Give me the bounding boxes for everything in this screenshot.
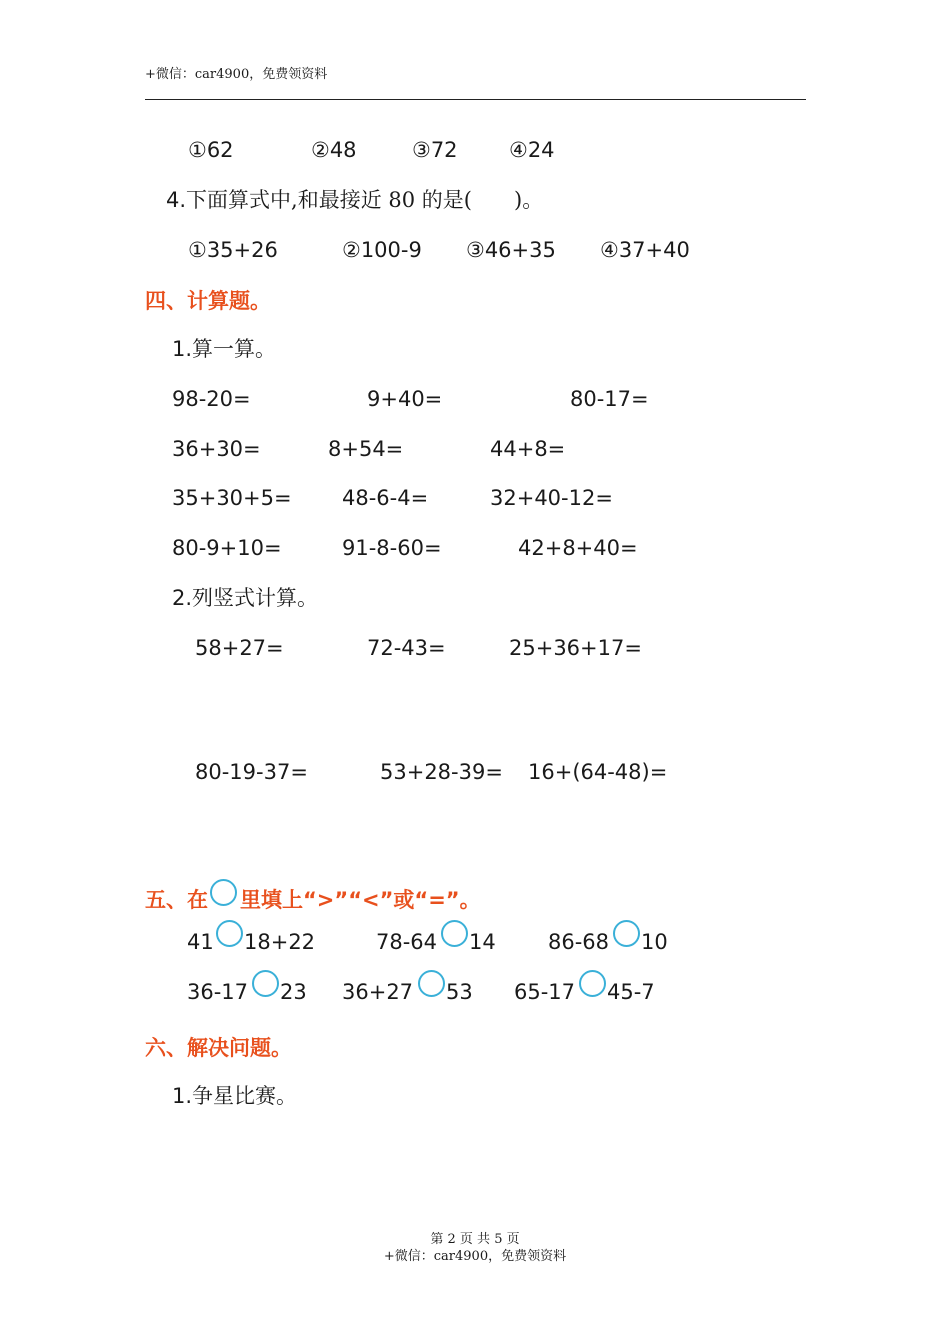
calc-r4-c3: 42+8+40= <box>518 536 638 560</box>
q4-number: 4. <box>166 188 187 212</box>
q3-option-4: ④24 <box>509 138 555 162</box>
compare-r2-c1-right: 23 <box>280 980 307 1004</box>
header-text: +微信：car4900，免费领资料 <box>145 67 328 82</box>
compare-r1-c2-left: 78-64 <box>376 930 438 954</box>
vertical-r1-c2: 72-43= <box>367 636 446 660</box>
section4-sub1 <box>172 336 276 362</box>
section4-sub2 <box>172 585 318 611</box>
section4-title: 四、计算题。 <box>145 289 271 313</box>
q3-option-3: ③72 <box>412 138 458 162</box>
calc-r3-c2: 48-6-4= <box>342 486 429 510</box>
section4-sub2-number: 2. <box>172 586 193 610</box>
calc-r1-c2: 9+40= <box>367 387 443 411</box>
section4-sub1-label: 算一算。 <box>192 337 277 361</box>
compare-r2-c2-left: 36+27 <box>342 980 414 1004</box>
section5-title-b: 里填上“>”“<”或“=”。 <box>240 888 481 912</box>
compare-r1-c1-circle[interactable] <box>216 920 243 947</box>
compare-r2-c2-right: 53 <box>446 980 473 1004</box>
section6-title: 六、解决问题。 <box>145 1036 292 1060</box>
calc-r4-c2: 91-8-60= <box>342 536 442 560</box>
q3-option-1: ①62 <box>188 138 234 162</box>
compare-r2-c3-right: 45-7 <box>607 980 655 1004</box>
vertical-r1-c3: 25+36+17= <box>509 636 642 660</box>
compare-r1-c3-left: 86-68 <box>548 930 610 954</box>
calc-r2-c1: 36+30= <box>172 437 261 461</box>
vertical-r2-c2: 53+28-39= <box>380 760 503 784</box>
section6-sub1-number: 1. <box>172 1084 193 1108</box>
calc-r1-c1: 98-20= <box>172 387 251 411</box>
compare-r2-c1-left: 36-17 <box>187 980 249 1004</box>
section4-sub2-label: 列竖式计算。 <box>192 586 319 610</box>
q4-option-4: ④37+40 <box>600 238 690 262</box>
q3-option-2: ②48 <box>311 138 357 162</box>
header-divider <box>145 99 806 100</box>
section6-sub1-label: 争星比赛。 <box>192 1084 298 1108</box>
calc-r1-c3: 80-17= <box>570 387 649 411</box>
section4-sub1-number: 1. <box>172 337 193 361</box>
section5-title-a: 五、在 <box>145 888 208 912</box>
compare-r2-c2-circle[interactable] <box>418 970 445 997</box>
section6-sub1 <box>172 1083 297 1109</box>
compare-r1-c1-left: 41 <box>187 930 214 954</box>
compare-r1-c2-right: 14 <box>469 930 496 954</box>
vertical-r2-c3: 16+(64-48)= <box>528 760 668 784</box>
compare-r1-c2-circle[interactable] <box>441 920 468 947</box>
calc-r2-c2: 8+54= <box>328 437 404 461</box>
calc-r3-c3: 32+40-12= <box>490 486 613 510</box>
footer-page-number: 第 2 页 共 5 页 <box>430 1232 520 1247</box>
calc-r3-c1: 35+30+5= <box>172 486 292 510</box>
q4-option-3: ③46+35 <box>466 238 556 262</box>
compare-circle-icon <box>210 879 237 906</box>
q4-close: )。 <box>514 188 544 212</box>
compare-r2-c3-left: 65-17 <box>514 980 576 1004</box>
footer-text: +微信：car4900，免费领资料 <box>383 1249 567 1264</box>
q4-option-1: ①35+26 <box>188 238 278 262</box>
compare-r1-c3-right: 10 <box>641 930 668 954</box>
calc-r4-c1: 80-9+10= <box>172 536 282 560</box>
q4-option-2: ②100-9 <box>342 238 422 262</box>
compare-r1-c1-right: 18+22 <box>244 930 316 954</box>
q4-question <box>166 187 543 213</box>
compare-r2-c3-circle[interactable] <box>579 970 606 997</box>
compare-r2-c1-circle[interactable] <box>252 970 279 997</box>
calc-r2-c3: 44+8= <box>490 437 566 461</box>
vertical-r2-c1: 80-19-37= <box>195 760 308 784</box>
vertical-r1-c1: 58+27= <box>195 636 284 660</box>
compare-r1-c3-circle[interactable] <box>613 920 640 947</box>
q4-stem: 下面算式中,和最接近 80 的是( <box>186 188 472 212</box>
